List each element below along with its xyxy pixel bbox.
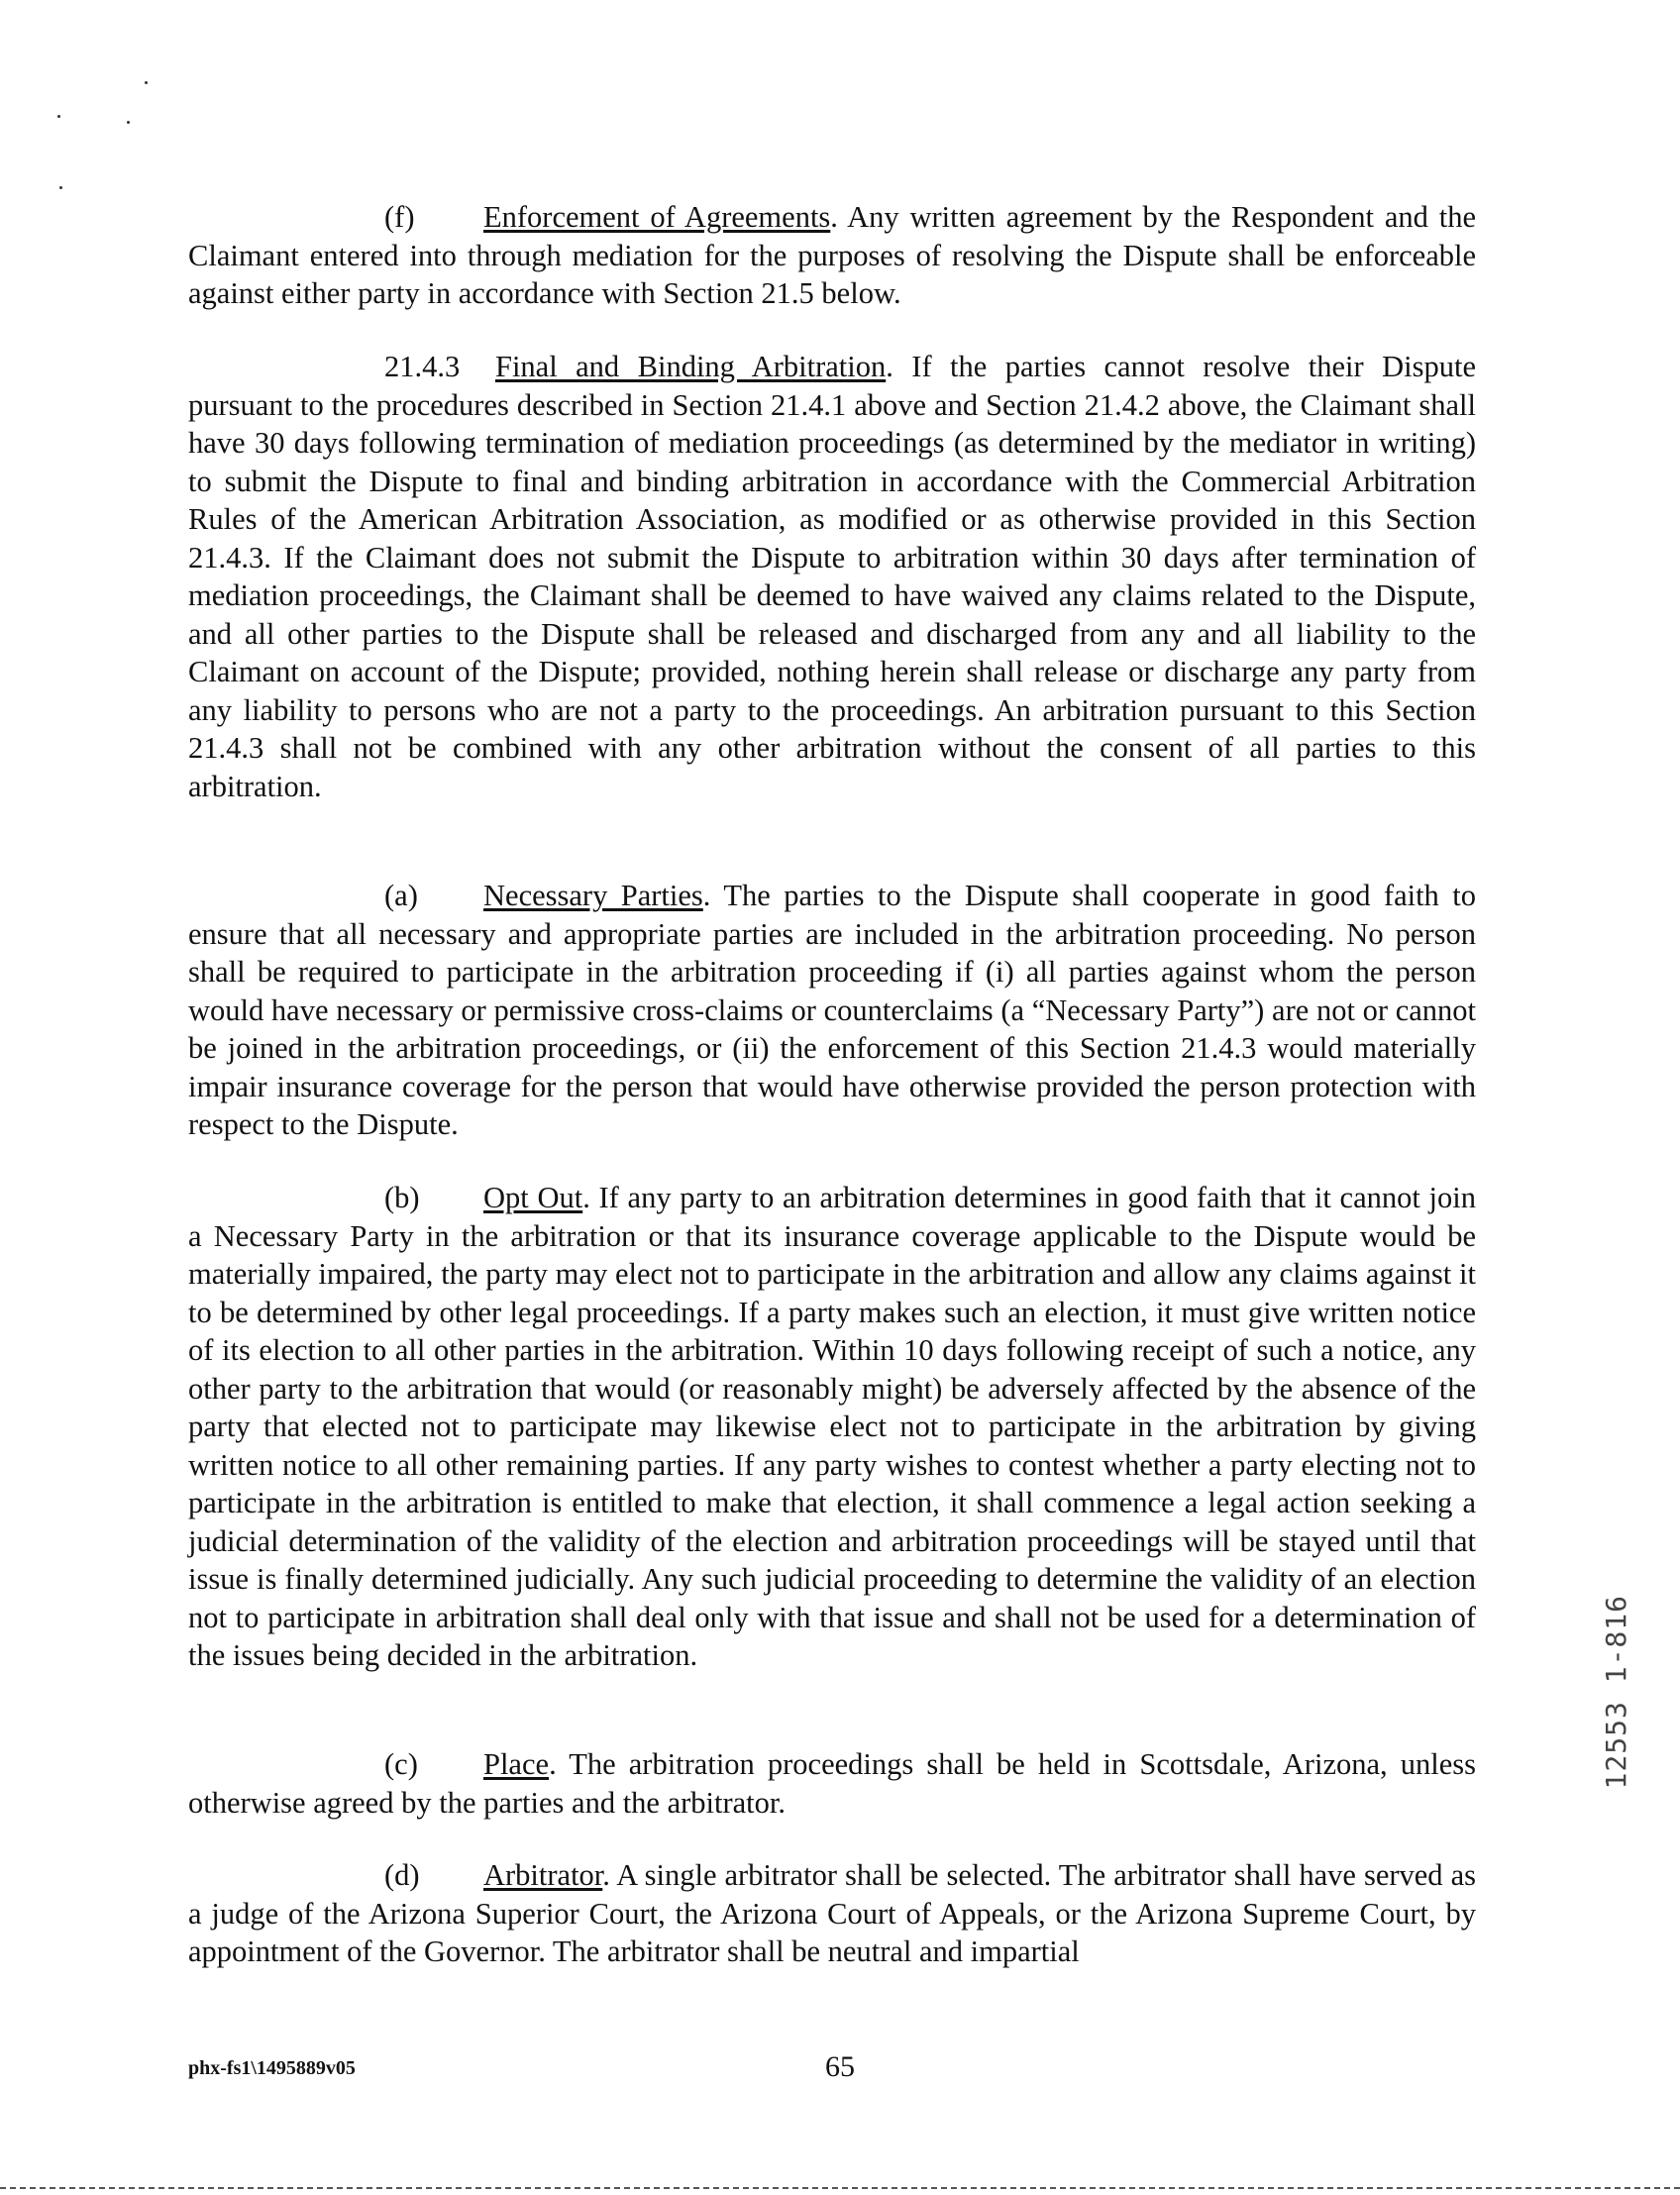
paragraph-marker: (d) [384, 1858, 420, 1892]
paragraph-heading: Enforcement of Agreements [483, 200, 831, 234]
scan-edge-line [0, 2187, 1680, 2189]
paragraph-place [188, 1745, 1476, 1822]
paragraph-text: . If any party to an arbitration determines in good faith that it cannot join a Necessary Party in the arbitration or that its insurance coverage applicable to the Dispute would be materially impaired, the party may elect not to participate in the arbitration and allow any claims against it to be determined by other legal proceedings. If a party makes such an election, it must give written notice of its election to all other parties in the arbitration. Within 10 days following receipt of such a notice, any other party to the arbitration that would (or reasonably might) be adversely affected by the absence of the party that elected not to participate may likewise elect not to participate in the arbitration by giving written notice to all other remaining parties. If any party wishes to contest whether a party electing not to participate in the arbitration is entitled to make that election, it shall commence a legal action seeking a judicial determination of the validity of the election and arbitration proceedings will be stayed until that issue is finally determined judicially. Any such judicial proceeding to determine the validity of an election not to participate in arbitration shall deal only with that issue and shall not be used for a determination of the issues being decided in the arbitration. [188, 1181, 1477, 1672]
scan-speck [127, 121, 130, 124]
paragraph-heading: Necessary Parties [483, 879, 703, 912]
scan-speck [145, 81, 148, 84]
paragraph-arbitrator [188, 1856, 1476, 1971]
paragraph-text: . The arbitration proceedings shall be held in Scottsdale, Arizona, unless otherwise agreed by the parties and the arbitrator. [188, 1747, 1476, 1820]
paragraph-text: . Any written agreement by the Respondent and the Claimant entered into through mediation for the purposes of resolving the Dispute shall be enforceable against either party in accordance with Section 21.5 below. [188, 200, 1477, 310]
paragraph-heading: Final and Binding Arbitration [495, 350, 887, 383]
paragraph-enforcement-of-agreements [188, 198, 1476, 313]
paragraph-heading: Opt Out [483, 1181, 583, 1214]
paragraph-marker: (a) [384, 879, 418, 912]
page-number: 65 [825, 2050, 855, 2083]
section-number: 21.4.3 [384, 350, 461, 383]
paragraph-marker: (b) [384, 1181, 420, 1214]
paragraph-necessary-parties [188, 877, 1476, 1144]
scan-speck [59, 186, 62, 189]
paragraph-final-binding-arbitration [188, 348, 1476, 805]
paragraph-marker: (f) [384, 200, 415, 234]
paragraph-marker: (c) [384, 1747, 418, 1781]
document-id: phx-fs1\1495889v05 [188, 2057, 356, 2079]
paragraph-heading: Place [483, 1747, 550, 1781]
paragraph-text: . If the parties cannot resolve their Dispute pursuant to the procedures described in Section 21.4.1 above and Section 21.4.2 above, the Claimant shall have 30 days following termination of mediation proceedings (as determined by the mediator in writing) to submit the Dispute to final and binding arbitration in accordance with the Commercial Arbitration Rules of the American Arbitration Association, as modified or as otherwise provided in this Section 21.4.3. If the Claimant does not submit the Dispute to arbitration within 30 days after termination of mediation proceedings, the Claimant shall be deemed to have waived any claims related to the Dispute, and all other parties to the Dispute shall be released and discharged from any and all liability to the Claimant on account of the Dispute; provided, nothing herein shall release or discharge any party from any liability to persons who are not a party to the proceedings. An arbitration pursuant to this Section 21.4.3 shall not be combined with any other arbitration without the consent of all parties to this arbitration. [188, 350, 1476, 803]
paragraph-text: . The parties to the Dispute shall cooperate in good faith to ensure that all necessary and appropriate parties are included in the arbitration proceeding. No person shall be required to participate in the arbitration proceeding if (i) all parties against whom the person would have necessary or permissive cross-claims or counterclaims (a “Necessary Party”) are not or cannot be joined in the arbitration proceedings, or (ii) the enforcement of this Section 21.4.3 would materially impair insurance coverage for the person that would have otherwise provided the person protection with respect to the Dispute. [188, 879, 1476, 1141]
paragraph-text: . A single arbitrator shall be selected. The arbitrator shall have served as a judge of the Arizona Superior Court, the Arizona Court of Appeals, or the Arizona Supreme Court, by appointment of the Governor. The arbitrator shall be neutral and impartial [188, 1858, 1476, 1968]
bates-stamp: 12553 1-816 [1600, 1595, 1632, 1790]
scan-speck [57, 115, 60, 118]
paragraph-heading: Arbitrator [483, 1858, 603, 1892]
paragraph-opt-out [188, 1179, 1476, 1675]
